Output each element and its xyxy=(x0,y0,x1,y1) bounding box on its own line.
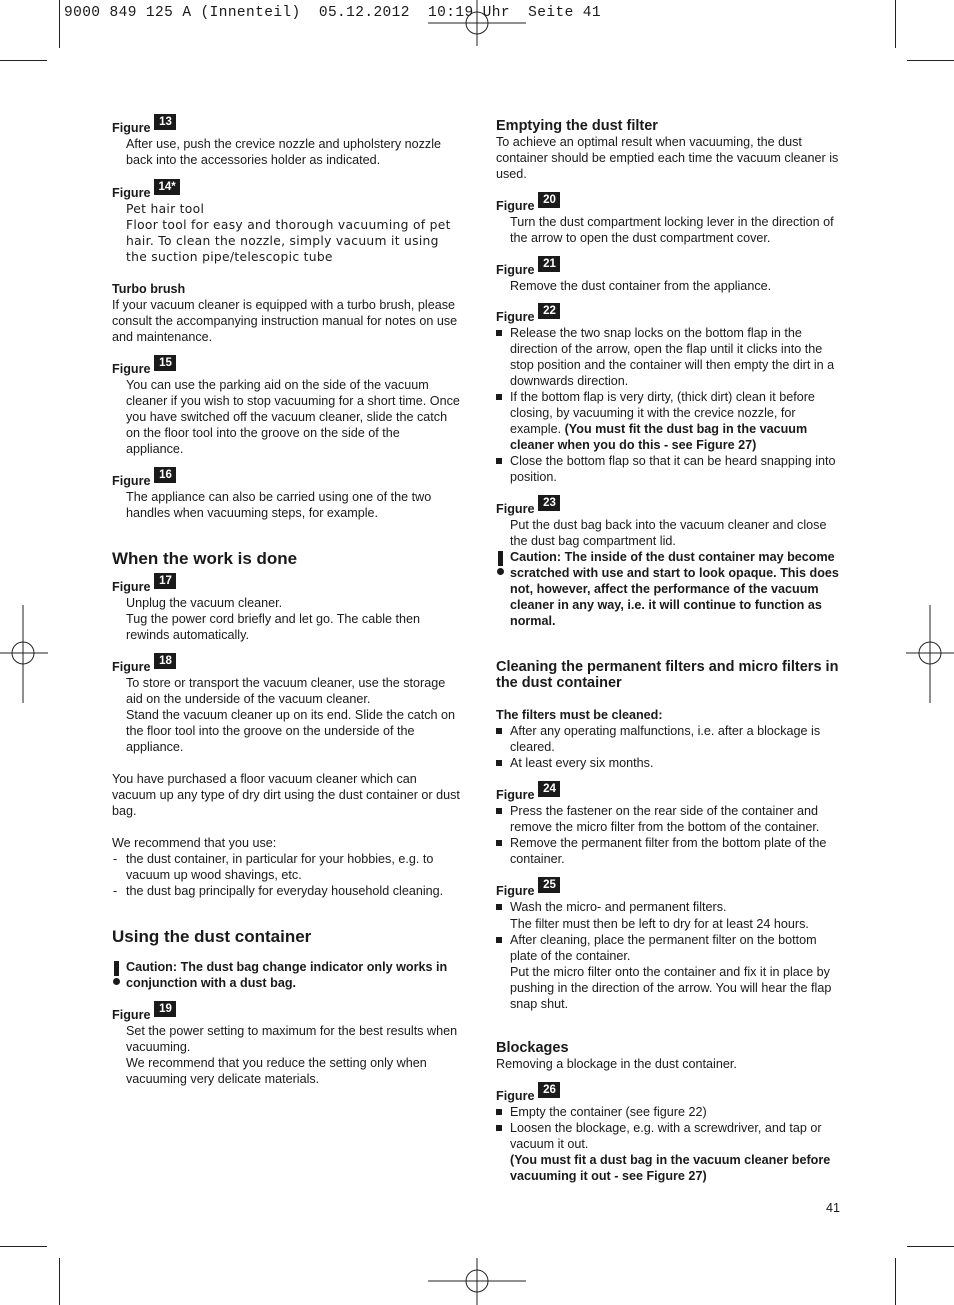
list-item: After cleaning, place the permanent filter on the bottom plate of the container. xyxy=(496,932,844,964)
list-item: Press the fastener on the rear side of the container and remove the micro filter from the bottom of the container. xyxy=(496,803,844,835)
figure-ref: Figure 22 xyxy=(496,307,844,325)
figure-number: 26 xyxy=(538,1082,560,1098)
paragraph: Pet hair tool xyxy=(126,202,205,216)
subheading: Turbo brush xyxy=(112,282,186,296)
list-item: - the dust bag principally for everyday household cleaning. xyxy=(112,883,460,899)
crop-mark xyxy=(0,60,47,61)
figure-number: 14* xyxy=(154,179,179,195)
crop-mark xyxy=(895,1258,896,1305)
crop-mark xyxy=(907,60,954,61)
list-item: - the dust container, in particular for your hobbies, e.g. to vacuum up wood shavings, etc. xyxy=(112,851,460,883)
paragraph: Turn the dust compartment locking lever in the direction of the arrow to open the dust compartment cover. xyxy=(510,215,834,245)
figure-number: 18 xyxy=(154,653,176,669)
figure-ref: Figure 15 xyxy=(112,359,460,377)
section-heading: Cleaning the permanent filters and micro filters in the dust container xyxy=(496,659,839,691)
list-item: After any operating malfunctions, i.e. after a blockage is cleared. xyxy=(496,723,844,755)
section-heading: Using the dust container xyxy=(112,927,312,946)
right-column xyxy=(496,118,844,1184)
registration-mark-left xyxy=(0,605,48,703)
paragraph: To store or transport the vacuum cleaner, use the storage aid on the underside of the vacuum cleaner. xyxy=(126,676,446,706)
figure-ref: Figure 13 xyxy=(112,118,460,136)
section-heading: Blockages xyxy=(496,1040,569,1056)
figure-number: 20 xyxy=(538,192,560,208)
subheading: The filters must be cleaned: xyxy=(496,708,663,722)
figure-number: 19 xyxy=(154,1001,176,1017)
list-item: Loosen the blockage, e.g. with a screwdriver, and tap or vacuum it out. xyxy=(496,1120,844,1152)
figure-number: 15 xyxy=(154,355,176,371)
figure-number: 13 xyxy=(154,114,176,130)
list-item: Remove the permanent filter from the bottom plate of the container. xyxy=(496,835,844,867)
paragraph: Remove the dust container from the appliance. xyxy=(510,279,772,293)
caution-note: Caution: The inside of the dust container may become scratched with use and start to look opaque. This does not, however, affect the performance of the vacuum cleaner in any way, i.e. it will continue to function as normal. xyxy=(496,549,844,629)
figure-ref: Figure 14* xyxy=(112,183,460,201)
registration-mark-right xyxy=(906,605,954,703)
figure-ref: Figure 24 xyxy=(496,785,844,803)
warning-icon xyxy=(496,551,506,577)
crop-mark xyxy=(0,1246,47,1247)
paragraph: (You must fit a dust bag in the vacuum cleaner before vacuuming it out - see Figure 27) xyxy=(510,1153,831,1183)
crop-mark xyxy=(59,1258,60,1305)
crop-mark xyxy=(895,0,896,48)
page-number: 41 xyxy=(826,1201,841,1215)
paragraph: Removing a blockage in the dust container. xyxy=(496,1057,737,1071)
figure-number: 22 xyxy=(538,303,560,319)
figure-number: 23 xyxy=(538,495,560,511)
paragraph: You can use the parking aid on the side of the vacuum cleaner if you wish to stop vacuuming for a short time. Once you have switched off the vacuum cleaner, slide the catch on the floor tool into the groove on the side of the appliance. xyxy=(126,378,460,456)
figure-ref: Figure 16 xyxy=(112,471,460,489)
paragraph: We recommend that you reduce the setting only when vacuuming very delicate materials. xyxy=(126,1056,427,1086)
list-item: Close the bottom flap so that it can be heard snapping into position. xyxy=(496,453,844,485)
crop-mark xyxy=(59,0,60,48)
paragraph: Stand the vacuum cleaner up on its end. Slide the catch on the floor tool into the groove on the underside of the appliance. xyxy=(126,708,456,754)
paragraph: Tug the power cord briefly and let go. The cable then rewinds automatically. xyxy=(126,612,421,642)
registration-mark-top xyxy=(428,0,526,50)
left-column xyxy=(112,118,460,1087)
section-heading: Emptying the dust filter xyxy=(496,118,658,134)
paragraph: Set the power setting to maximum for the best results when vacuuming. xyxy=(126,1024,458,1054)
figure-ref: Figure 25 xyxy=(496,881,844,899)
paragraph: The appliance can also be carried using one of the two handles when vacuuming steps, for example. xyxy=(126,490,432,520)
figure-ref: Figure 21 xyxy=(496,260,844,278)
warning-icon xyxy=(112,961,122,987)
figure-number: 24 xyxy=(538,781,560,797)
figure-number: 17 xyxy=(154,573,176,589)
figure-ref: Figure 19 xyxy=(112,1005,460,1023)
list-item: Release the two snap locks on the bottom flap in the direction of the arrow, open the flap until it clicks into the stop position and the container will then empty the dirt in a downwards direction. xyxy=(496,325,844,389)
caution-note: Caution: The dust bag change indicator only works in conjunction with a dust bag. xyxy=(112,959,460,991)
paragraph: If your vacuum cleaner is equipped with a turbo brush, please consult the accompanying instruction manual for notes on use and maintenance. xyxy=(112,298,458,344)
paragraph: Floor tool for easy and thorough vacuuming of pet hair. To clean the nozzle, simply vacuum it using the suction pipe/telescopic tube xyxy=(126,218,451,264)
paragraph: To achieve an optimal result when vacuuming, the dust container should be emptied each time the vacuum cleaner is used. xyxy=(496,135,839,181)
crop-mark xyxy=(907,1246,954,1247)
paragraph: You have purchased a floor vacuum cleaner which can vacuum up any type of dry dirt using the dust container or dust bag. xyxy=(112,772,460,818)
figure-ref: Figure 23 xyxy=(496,499,844,517)
list-item: Wash the micro- and permanent filters. xyxy=(496,899,844,915)
figure-number: 21 xyxy=(538,256,560,272)
figure-number: 25 xyxy=(538,877,560,893)
figure-ref: Figure 20 xyxy=(496,196,844,214)
paragraph: Put the micro filter onto the container and fix it in place by pushing in the direction of the arrow. You will hear the flap snap shut. xyxy=(510,965,832,1011)
figure-number: 16 xyxy=(154,467,176,483)
print-header: 9000 849 125 A (Innenteil) 05.12.2012 10:19 Uhr Seite 41 xyxy=(64,5,601,21)
paragraph: The filter must then be left to dry for at least 24 hours. xyxy=(510,917,809,931)
list-item: If the bottom flap is very dirty, (thick dirt) clean it before closing, by vacuuming it with the crevice nozzle, for example. (You must fit the dust bag in the vacuum cleaner when you do this - see Figure 27) xyxy=(496,389,844,453)
paragraph: After use, push the crevice nozzle and upholstery nozzle back into the accessories holder as indicated. xyxy=(126,137,442,167)
section-heading: When the work is done xyxy=(112,549,298,568)
paragraph: Put the dust bag back into the vacuum cleaner and close the dust bag compartment lid. xyxy=(510,518,827,548)
figure-ref: Figure 26 xyxy=(496,1086,844,1104)
list-item: At least every six months. xyxy=(496,755,844,771)
list-item: Empty the container (see figure 22) xyxy=(496,1104,844,1120)
figure-ref: Figure 18 xyxy=(112,657,460,675)
registration-mark-bottom xyxy=(428,1258,526,1305)
figure-ref: Figure 17 xyxy=(112,577,460,595)
paragraph: Unplug the vacuum cleaner. xyxy=(126,596,283,610)
paragraph: We recommend that you use: xyxy=(112,836,277,850)
